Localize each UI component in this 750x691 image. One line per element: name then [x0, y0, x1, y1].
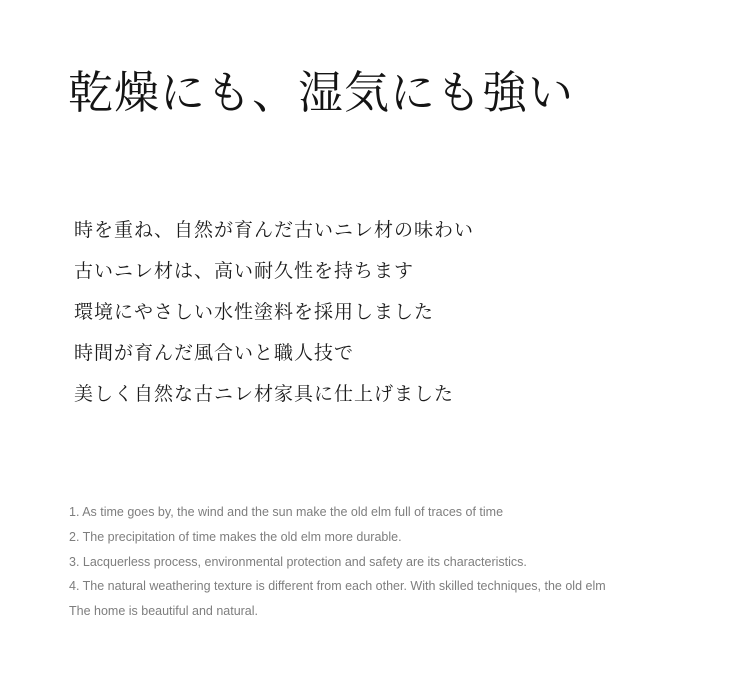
japanese-line: 古いニレ材は、高い耐久性を持ちます [74, 260, 415, 282]
japanese-line: 時間が育んだ風合いと職人技で [74, 342, 355, 364]
english-description-list [69, 500, 739, 624]
japanese-description-list [74, 212, 474, 417]
japanese-line: 環境にやさしい水性塗料を採用しました [74, 301, 435, 323]
english-line: 2. The precipitation of time makes the old elm more durable. [69, 529, 402, 544]
japanese-line: 時を重ね、自然が育んだ古いニレ材の味わい [74, 219, 475, 241]
english-line: 1. As time goes by, the wind and the sun make the old elm full of traces of time [69, 505, 504, 519]
english-line: The home is beautiful and natural. [69, 604, 259, 619]
english-line: 4. The natural weathering texture is different from each other. With skilled techniques, the old elm [69, 579, 606, 594]
japanese-line: 美しく自然な古ニレ材家具に仕上げました [74, 383, 455, 405]
english-line: 3. Lacquerless process, environmental protection and safety are its characteristics. [69, 554, 527, 569]
headline: 乾燥にも、湿気にも強い [68, 66, 575, 119]
